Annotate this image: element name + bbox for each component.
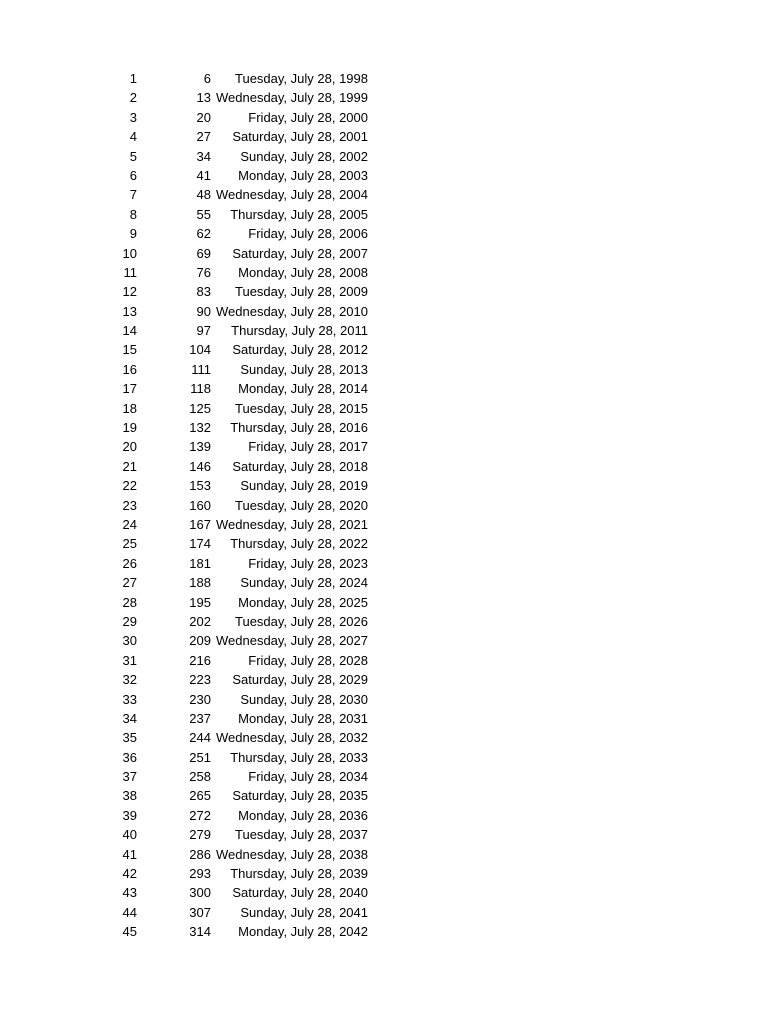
row-value-cell[interactable]: 104 — [189, 342, 211, 358]
row-index-cell[interactable]: 19 — [122, 420, 137, 436]
row-index-cell[interactable]: 16 — [122, 361, 137, 377]
row-value-cell[interactable]: 209 — [189, 633, 211, 649]
row-index-cell[interactable]: 28 — [122, 594, 137, 610]
row-value-cell[interactable]: 314 — [189, 924, 211, 940]
table-row — [0, 631, 768, 650]
row-index-cell[interactable]: 34 — [122, 710, 137, 726]
row-value-cell[interactable]: 139 — [189, 439, 211, 455]
spreadsheet-table — [0, 69, 768, 942]
row-index-cell[interactable]: 33 — [122, 691, 137, 707]
table-row — [0, 340, 768, 359]
row-value-cell[interactable]: 6 — [203, 71, 211, 86]
row-date-cell[interactable]: Monday, July 28, 2031 — [238, 710, 368, 726]
table-row — [0, 612, 768, 631]
row-index-cell[interactable]: 31 — [122, 652, 137, 668]
row-value-cell[interactable]: 265 — [189, 788, 211, 804]
table-row — [0, 554, 768, 573]
row-date-cell[interactable]: Wednesday, July 28, 2004 — [215, 187, 368, 203]
table-row — [0, 127, 768, 146]
row-date-cell[interactable]: Sunday, July 28, 2024 — [240, 575, 368, 591]
table-row — [0, 806, 768, 825]
row-index-cell[interactable]: 40 — [122, 827, 137, 843]
row-value-cell[interactable]: 132 — [189, 420, 211, 436]
table-row — [0, 922, 768, 941]
row-date-cell[interactable]: Thursday, July 28, 2039 — [230, 866, 368, 882]
row-date-cell[interactable]: Monday, July 28, 2042 — [238, 924, 368, 940]
row-value-cell[interactable]: 286 — [189, 846, 211, 862]
table-row — [0, 147, 768, 166]
table-row — [0, 728, 768, 747]
row-index-cell[interactable]: 41 — [122, 846, 137, 862]
row-index-cell[interactable]: 38 — [122, 788, 137, 804]
table-row — [0, 845, 768, 864]
row-date-cell[interactable]: Friday, July 28, 2017 — [248, 439, 368, 455]
table-row — [0, 883, 768, 902]
table-row — [0, 88, 768, 107]
row-date-cell[interactable]: Monday, July 28, 2003 — [238, 167, 368, 183]
row-value-cell[interactable]: 153 — [189, 478, 211, 494]
table-row — [0, 244, 768, 263]
row-value-cell[interactable]: 251 — [189, 749, 211, 765]
row-date-cell[interactable]: Saturday, July 28, 2007 — [232, 245, 368, 261]
row-value-cell[interactable]: 244 — [189, 730, 211, 746]
row-value-cell[interactable]: 90 — [196, 303, 211, 319]
row-value-cell[interactable]: 307 — [189, 904, 211, 920]
row-value-cell[interactable]: 216 — [189, 652, 211, 668]
row-index-cell[interactable]: 20 — [122, 439, 137, 455]
row-date-cell[interactable]: Saturday, July 28, 2040 — [232, 885, 368, 901]
row-date-cell[interactable]: Wednesday, July 28, 2032 — [215, 730, 368, 746]
row-date-cell[interactable]: Wednesday, July 28, 2010 — [215, 303, 368, 319]
row-value-cell[interactable]: 41 — [196, 167, 211, 183]
row-value-cell[interactable]: 13 — [196, 90, 211, 106]
row-date-cell[interactable]: Tuesday, July 28, 2009 — [235, 284, 368, 300]
row-index-cell[interactable]: 15 — [122, 342, 137, 358]
table-row — [0, 379, 768, 398]
table-row — [0, 263, 768, 282]
row-index-cell[interactable]: 30 — [122, 633, 137, 649]
table-row — [0, 224, 768, 243]
table-row — [0, 166, 768, 185]
table-row — [0, 476, 768, 495]
row-value-cell[interactable]: 118 — [190, 381, 211, 397]
row-index-cell[interactable]: 18 — [122, 400, 137, 416]
table-row — [0, 496, 768, 515]
row-date-cell[interactable]: Sunday, July 28, 2019 — [240, 478, 368, 494]
row-index-cell[interactable]: 43 — [122, 885, 137, 901]
row-value-cell[interactable]: 167 — [189, 516, 211, 532]
row-value-cell[interactable]: 111 — [191, 361, 211, 377]
table-row — [0, 786, 768, 805]
row-date-cell[interactable]: Friday, July 28, 2034 — [248, 769, 368, 785]
row-index-cell[interactable]: 22 — [122, 478, 137, 494]
table-row — [0, 651, 768, 670]
row-index-cell[interactable]: 29 — [122, 613, 137, 629]
row-date-cell[interactable]: Tuesday, July 28, 1998 — [235, 71, 368, 86]
row-index-cell[interactable]: 44 — [122, 904, 137, 920]
row-value-cell[interactable]: 76 — [196, 264, 211, 280]
row-date-cell[interactable]: Saturday, July 28, 2018 — [232, 458, 368, 474]
row-index-cell[interactable]: 17 — [122, 381, 137, 397]
row-index-cell[interactable]: 14 — [122, 323, 137, 339]
row-date-cell[interactable]: Sunday, July 28, 2030 — [240, 691, 368, 707]
row-date-cell[interactable]: Thursday, July 28, 2022 — [230, 536, 368, 552]
row-index-cell[interactable]: 37 — [122, 769, 137, 785]
row-date-cell[interactable]: Sunday, July 28, 2041 — [240, 904, 368, 920]
row-value-cell[interactable]: 272 — [189, 807, 211, 823]
row-value-cell[interactable]: 48 — [196, 187, 211, 203]
table-row — [0, 185, 768, 204]
row-value-cell[interactable]: 258 — [189, 769, 211, 785]
row-index-cell[interactable]: 13 — [122, 303, 137, 319]
row-date-cell[interactable]: Saturday, July 28, 2035 — [232, 788, 368, 804]
row-value-cell[interactable]: 34 — [196, 148, 211, 164]
table-row — [0, 864, 768, 883]
row-value-cell[interactable]: 69 — [196, 245, 211, 261]
row-value-cell[interactable]: 181 — [189, 555, 211, 571]
row-value-cell[interactable]: 146 — [189, 458, 211, 474]
row-value-cell[interactable]: 293 — [189, 866, 211, 882]
row-date-cell[interactable]: Sunday, July 28, 2013 — [240, 361, 368, 377]
row-index-cell[interactable]: 23 — [122, 497, 137, 513]
row-value-cell[interactable]: 27 — [196, 129, 211, 145]
table-row — [0, 321, 768, 340]
row-index-cell[interactable]: 45 — [122, 924, 137, 940]
table-row — [0, 593, 768, 612]
row-index-cell[interactable]: 36 — [122, 749, 137, 765]
row-date-cell[interactable]: Monday, July 28, 2008 — [238, 264, 368, 280]
row-date-cell[interactable]: Tuesday, July 28, 2015 — [235, 400, 368, 416]
row-date-cell[interactable]: Sunday, July 28, 2002 — [240, 148, 368, 164]
table-row — [0, 534, 768, 553]
row-index-cell[interactable]: 21 — [122, 458, 137, 474]
row-date-cell[interactable]: Monday, July 28, 2025 — [238, 594, 368, 610]
row-value-cell[interactable]: 62 — [196, 226, 211, 242]
row-index-cell[interactable]: 4 — [129, 129, 137, 145]
row-date-cell[interactable]: Saturday, July 28, 2001 — [232, 129, 368, 145]
table-row — [0, 302, 768, 321]
row-value-cell[interactable]: 202 — [189, 613, 211, 629]
row-value-cell[interactable]: 188 — [189, 575, 211, 591]
row-value-cell[interactable]: 300 — [189, 885, 211, 901]
row-value-cell[interactable]: 223 — [189, 672, 211, 688]
row-date-cell[interactable]: Wednesday, July 28, 2021 — [215, 516, 368, 532]
row-date-cell[interactable]: Tuesday, July 28, 2020 — [235, 497, 368, 513]
row-date-cell[interactable]: Friday, July 28, 2006 — [248, 226, 368, 242]
row-date-cell[interactable]: Wednesday, July 28, 2027 — [215, 633, 368, 649]
row-value-cell[interactable]: 174 — [189, 536, 211, 552]
table-row — [0, 515, 768, 534]
row-date-cell[interactable]: Monday, July 28, 2014 — [238, 381, 368, 397]
row-index-cell[interactable]: 5 — [129, 148, 137, 164]
row-index-cell[interactable]: 8 — [129, 206, 137, 222]
row-index-cell[interactable]: 6 — [129, 167, 137, 183]
row-index-cell[interactable]: 2 — [129, 90, 137, 106]
row-value-cell[interactable]: 97 — [196, 323, 211, 339]
row-index-cell[interactable]: 35 — [122, 730, 137, 746]
row-value-cell[interactable]: 160 — [189, 497, 211, 513]
row-index-cell[interactable]: 26 — [122, 555, 137, 571]
row-value-cell[interactable]: 230 — [189, 691, 211, 707]
table-row — [0, 767, 768, 786]
row-date-cell[interactable]: Thursday, July 28, 2011 — [231, 323, 368, 339]
row-date-cell[interactable]: Wednesday, July 28, 2038 — [215, 846, 368, 862]
table-row — [0, 282, 768, 301]
row-date-cell[interactable]: Saturday, July 28, 2012 — [232, 342, 368, 358]
table-row — [0, 437, 768, 456]
row-date-cell[interactable]: Wednesday, July 28, 1999 — [215, 90, 368, 106]
row-date-cell[interactable]: Thursday, July 28, 2033 — [230, 749, 368, 765]
row-index-cell[interactable]: 1 — [129, 71, 137, 86]
row-date-cell[interactable]: Thursday, July 28, 2005 — [230, 206, 368, 222]
table-row — [0, 903, 768, 922]
row-date-cell[interactable]: Friday, July 28, 2000 — [248, 109, 368, 125]
row-index-cell[interactable]: 32 — [122, 672, 137, 688]
row-date-cell[interactable]: Monday, July 28, 2036 — [238, 807, 368, 823]
row-date-cell[interactable]: Tuesday, July 28, 2037 — [235, 827, 368, 843]
row-value-cell[interactable]: 195 — [189, 594, 211, 610]
table-row — [0, 690, 768, 709]
row-date-cell[interactable]: Tuesday, July 28, 2026 — [235, 613, 368, 629]
row-index-cell[interactable]: 9 — [129, 226, 137, 242]
row-index-cell[interactable]: 24 — [122, 516, 137, 532]
row-value-cell[interactable]: 20 — [196, 109, 211, 125]
row-index-cell[interactable]: 39 — [122, 807, 137, 823]
row-date-cell[interactable]: Friday, July 28, 2023 — [248, 555, 368, 571]
row-value-cell[interactable]: 125 — [189, 400, 211, 416]
row-index-cell[interactable]: 11 — [123, 264, 137, 280]
table-row — [0, 709, 768, 728]
table-row — [0, 825, 768, 844]
table-row — [0, 205, 768, 224]
row-value-cell[interactable]: 279 — [189, 827, 211, 843]
row-value-cell[interactable]: 237 — [189, 710, 211, 726]
table-row — [0, 670, 768, 689]
table-row — [0, 573, 768, 592]
row-index-cell[interactable]: 7 — [129, 187, 137, 203]
row-index-cell[interactable]: 12 — [122, 284, 137, 300]
table-row — [0, 360, 768, 379]
row-index-cell[interactable]: 27 — [122, 575, 137, 591]
row-value-cell[interactable]: 55 — [196, 206, 211, 222]
row-date-cell[interactable]: Thursday, July 28, 2016 — [230, 420, 368, 436]
row-index-cell[interactable]: 3 — [129, 109, 137, 125]
table-row — [0, 457, 768, 476]
row-index-cell[interactable]: 10 — [122, 245, 137, 261]
table-row — [0, 69, 768, 88]
row-index-cell[interactable]: 25 — [122, 536, 137, 552]
row-value-cell[interactable]: 83 — [196, 284, 211, 300]
row-index-cell[interactable]: 42 — [122, 866, 137, 882]
table-row — [0, 108, 768, 127]
table-row — [0, 748, 768, 767]
row-date-cell[interactable]: Friday, July 28, 2028 — [248, 652, 368, 668]
table-row — [0, 399, 768, 418]
row-date-cell[interactable]: Saturday, July 28, 2029 — [232, 672, 368, 688]
table-row — [0, 418, 768, 437]
